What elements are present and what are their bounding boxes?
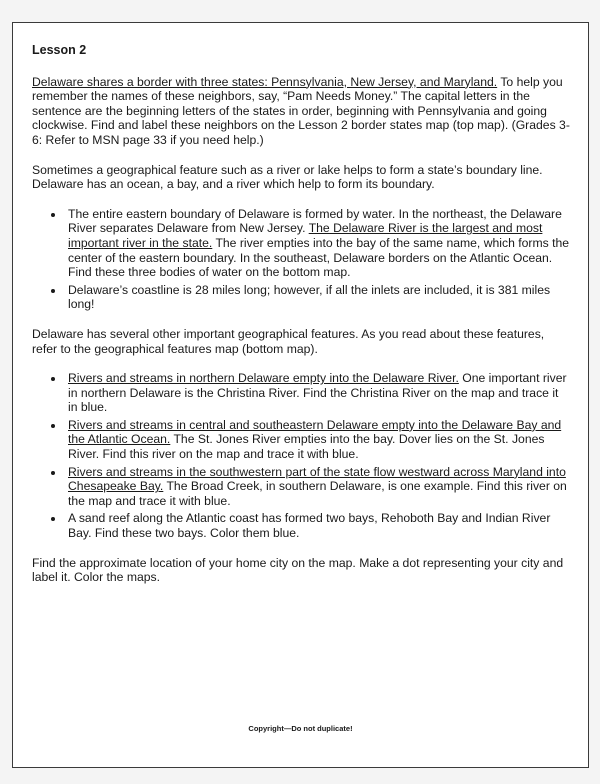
list-item — [65, 207, 570, 280]
list-item-text: The entire eastern boundary of Delaware is formed by water. In the northeast, the Delaware River separates Delaware from New Jersey. — [68, 206, 562, 236]
lesson-title: Lesson 2 — [32, 43, 87, 57]
features-paragraph: Delaware has several other important geographical features. As you read about these features, refer to the geographical features map (bottom map). — [32, 326, 545, 356]
list-item-text: The river empties into the bay of the same name, which forms the center of the eastern boundary. In the southeast, Delaware borders on the Atlantic Ocean. Find these three bodies of water on the bottom map. — [68, 235, 570, 280]
list-item-text: Delaware’s coastline is 28 miles long; however, if all the inlets are included, it is 381 miles long! — [68, 282, 551, 312]
boundary-list — [32, 207, 570, 312]
list-item-underlined: Rivers and streams in northern Delaware empty into the Delaware River. — [68, 371, 459, 386]
intro-paragraph — [32, 75, 570, 148]
list-item-text: A sand reef along the Atlantic coast has formed two bays, Rehoboth Bay and Indian River Bay. Find these two bays. Color them blue. — [68, 511, 551, 541]
list-item — [65, 418, 570, 462]
intro-underlined: Delaware shares a border with three states: Pennsylvania, New Jersey, and Maryland. — [32, 74, 498, 89]
boundary-paragraph: Sometimes a geographical feature such as a river or lake helps to form a state’s boundary line. Delaware has an ocean, a bay, and a river which help to form its boundary. — [32, 162, 543, 192]
list-item-text: One important river in northern Delaware is the Christina River. Find the Christina River on the map and trace it in blue. — [68, 371, 567, 415]
list-item — [65, 283, 570, 312]
list-item-text: The St. Jones River empties into the bay. Dover lies on the St. Jones River. Find this river on the map and trace it with blue. — [68, 432, 545, 462]
list-item — [65, 465, 570, 509]
closing-paragraph: Find the approximate location of your home city on the map. Make a dot representing your city and label it. Color the maps. — [32, 555, 564, 585]
list-item — [65, 371, 570, 415]
features-list — [32, 371, 570, 541]
list-item-text: The Broad Creek, in southern Delaware, is one example. Find this river on the map and trace it with blue. — [68, 479, 567, 508]
list-item-underlined: Rivers and streams in central and southeastern Delaware empty into the Delaware Bay and the Atlantic Ocean. — [68, 417, 562, 447]
worksheet-content — [32, 43, 570, 600]
copyright-footer: Copyright—Do not duplicate! — [248, 724, 353, 733]
list-item-underlined: The Delaware River is the largest and most important river in the state. — [68, 221, 543, 250]
intro-rest: To help you remember the names of these neighbors, say, “Pam Needs Money.” The capital letters in the sentence are the beginning letters of the states in order, beginning with Pennsylvania and going clockwise. Find and label these neighbors on the Lesson 2 border states map (top map). (Grades 3-6: Refer to MSN page 33 if you need help.) — [32, 74, 570, 147]
worksheet-page — [12, 22, 589, 768]
list-item — [65, 511, 570, 540]
list-item-underlined: Rivers and streams in the southwestern part of the state flow westward across Maryland into Chesapeake Bay. — [68, 464, 566, 494]
